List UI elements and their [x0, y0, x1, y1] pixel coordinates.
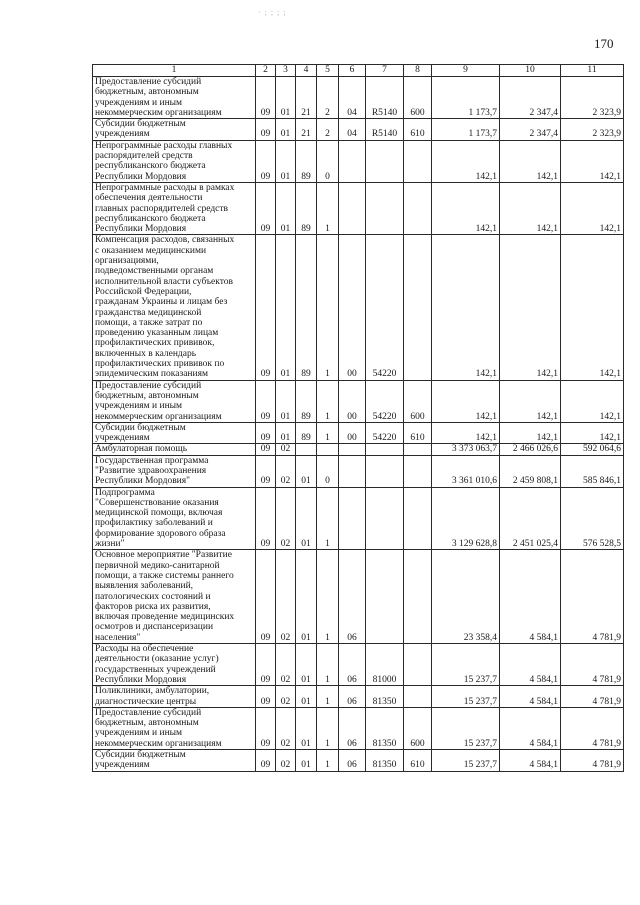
- amount-cell: 142,1: [500, 235, 561, 380]
- amount-cell: 1 173,7: [432, 119, 500, 141]
- code-cell: [366, 487, 404, 550]
- code-cell: 81000: [366, 644, 404, 686]
- amount-cell: 4 584,1: [500, 686, 561, 708]
- amount-cell: 15 237,7: [432, 686, 500, 708]
- code-cell: [404, 444, 432, 455]
- amount-cell: 4 781,9: [561, 644, 624, 686]
- row-name-cell: Основное мероприятие "Развитие первичной медико-санитарной помощи, а также системы раннего выявления заболеваний, патологических состояний и факторов риска их развития, включая проведение медицинских осмотров и диспансеризации населения": [93, 550, 256, 644]
- amount-cell: 23 358,4: [432, 550, 500, 644]
- amount-cell: 2 323,9: [561, 77, 624, 119]
- amount-cell: 142,1: [432, 235, 500, 380]
- code-cell: 610: [404, 422, 432, 444]
- code-cell: 1: [317, 422, 339, 444]
- row-name-cell: Амбулаторная помощь: [93, 444, 256, 455]
- table-row: [93, 235, 624, 380]
- row-name-cell: Подпрограмма "Совершенствование оказания медицинской помощи, включая профилактику заболеваний и формирование здорового образа жизни": [93, 487, 256, 550]
- code-cell: [317, 444, 339, 455]
- code-cell: 06: [339, 550, 366, 644]
- code-cell: 09: [256, 380, 276, 422]
- amount-cell: 142,1: [432, 140, 500, 182]
- scan-mark: · ; ; ; ;: [258, 8, 287, 17]
- code-cell: 1: [317, 550, 339, 644]
- header-cell: 6: [339, 65, 366, 77]
- code-cell: 1: [317, 750, 339, 772]
- row-name-cell: Компенсация расходов, связанных с оказанием медицинскими организациями, подведомственными органам исполнительной власти субъектов Российской Федерации, гражданам Украины и лицам без гражданства медицинской помощи, а также затрат по проведению указанным лицам профилактических прививок, включенных в календарь профилактических прививок по эпидемическим показаниям: [93, 235, 256, 380]
- code-cell: 09: [256, 119, 276, 141]
- code-cell: 02: [276, 686, 296, 708]
- code-cell: 610: [404, 119, 432, 141]
- amount-cell: 142,1: [561, 422, 624, 444]
- code-cell: 54220: [366, 235, 404, 380]
- header-cell: 5: [317, 65, 339, 77]
- code-cell: 02: [276, 750, 296, 772]
- code-cell: [339, 140, 366, 182]
- code-cell: 1: [317, 235, 339, 380]
- amount-cell: 4 584,1: [500, 707, 561, 749]
- amount-cell: 142,1: [561, 235, 624, 380]
- amount-cell: 3 373 063,7: [432, 444, 500, 455]
- page-number: 170: [594, 36, 614, 51]
- amount-cell: 4 781,9: [561, 550, 624, 644]
- amount-cell: 4 584,1: [500, 750, 561, 772]
- code-cell: 54220: [366, 380, 404, 422]
- header-cell: 3: [276, 65, 296, 77]
- amount-cell: 142,1: [500, 422, 561, 444]
- row-name-cell: Субсидии бюджетным учреждениям: [93, 750, 256, 772]
- amount-cell: 4 584,1: [500, 550, 561, 644]
- table-row: [93, 182, 624, 234]
- amount-cell: 4 781,9: [561, 707, 624, 749]
- amount-cell: 4 781,9: [561, 750, 624, 772]
- amount-cell: 142,1: [500, 380, 561, 422]
- amount-cell: 15 237,7: [432, 750, 500, 772]
- code-cell: 1: [317, 182, 339, 234]
- code-cell: 02: [276, 487, 296, 550]
- code-cell: 01: [296, 644, 317, 686]
- code-cell: 04: [339, 77, 366, 119]
- code-cell: R5140: [366, 77, 404, 119]
- table-row: [93, 707, 624, 749]
- code-cell: 89: [296, 182, 317, 234]
- code-cell: 2: [317, 119, 339, 141]
- amount-cell: 142,1: [561, 182, 624, 234]
- code-cell: 02: [276, 644, 296, 686]
- code-cell: 89: [296, 235, 317, 380]
- code-cell: [404, 140, 432, 182]
- header-cell: 9: [432, 65, 500, 77]
- amount-cell: 3 129 628,8: [432, 487, 500, 550]
- code-cell: [339, 444, 366, 455]
- amount-cell: 15 237,7: [432, 644, 500, 686]
- code-cell: 21: [296, 119, 317, 141]
- table-row: [93, 77, 624, 119]
- code-cell: 09: [256, 182, 276, 234]
- code-cell: [366, 140, 404, 182]
- code-cell: [404, 455, 432, 487]
- header-cell: 2: [256, 65, 276, 77]
- code-cell: 01: [296, 750, 317, 772]
- code-cell: 600: [404, 77, 432, 119]
- header-row: [93, 65, 624, 77]
- code-cell: 89: [296, 380, 317, 422]
- table-row: [93, 380, 624, 422]
- code-cell: 00: [339, 380, 366, 422]
- amount-cell: 592 064,6: [561, 444, 624, 455]
- code-cell: [366, 550, 404, 644]
- code-cell: 00: [339, 235, 366, 380]
- amount-cell: 2 459 808,1: [500, 455, 561, 487]
- amount-cell: 4 584,1: [500, 644, 561, 686]
- code-cell: 1: [317, 686, 339, 708]
- code-cell: 09: [256, 455, 276, 487]
- code-cell: 06: [339, 750, 366, 772]
- code-cell: [366, 455, 404, 487]
- code-cell: [366, 182, 404, 234]
- amount-cell: 142,1: [500, 140, 561, 182]
- code-cell: 09: [256, 550, 276, 644]
- code-cell: 01: [276, 119, 296, 141]
- amount-cell: 15 237,7: [432, 707, 500, 749]
- table-row: [93, 444, 624, 455]
- code-cell: [404, 550, 432, 644]
- budget-table: [92, 64, 624, 772]
- code-cell: 09: [256, 750, 276, 772]
- table-row: [93, 422, 624, 444]
- row-name-cell: Непрограммные расходы в рамках обеспечения деятельности главных распорядителей средств республиканского бюджета Республики Мордовия: [93, 182, 256, 234]
- code-cell: 89: [296, 422, 317, 444]
- code-cell: 1: [317, 487, 339, 550]
- code-cell: [404, 235, 432, 380]
- code-cell: [339, 487, 366, 550]
- amount-cell: 142,1: [561, 380, 624, 422]
- amount-cell: 142,1: [432, 380, 500, 422]
- code-cell: 0: [317, 140, 339, 182]
- amount-cell: 4 781,9: [561, 686, 624, 708]
- amount-cell: 2 466 026,6: [500, 444, 561, 455]
- code-cell: 1: [317, 707, 339, 749]
- amount-cell: 2 347,4: [500, 119, 561, 141]
- amount-cell: 2 451 025,4: [500, 487, 561, 550]
- code-cell: [339, 182, 366, 234]
- code-cell: 600: [404, 380, 432, 422]
- code-cell: 06: [339, 644, 366, 686]
- row-name-cell: Субсидии бюджетным учреждениям: [93, 422, 256, 444]
- code-cell: R5140: [366, 119, 404, 141]
- code-cell: 610: [404, 750, 432, 772]
- code-cell: 02: [276, 550, 296, 644]
- table-row: [93, 487, 624, 550]
- code-cell: 09: [256, 644, 276, 686]
- code-cell: 01: [276, 235, 296, 380]
- code-cell: 01: [276, 422, 296, 444]
- table-row: [93, 140, 624, 182]
- header-cell: 1: [93, 65, 256, 77]
- amount-cell: 1 173,7: [432, 77, 500, 119]
- code-cell: 04: [339, 119, 366, 141]
- code-cell: 00: [339, 422, 366, 444]
- code-cell: 01: [276, 77, 296, 119]
- code-cell: 02: [276, 455, 296, 487]
- amount-cell: 142,1: [500, 182, 561, 234]
- code-cell: 09: [256, 235, 276, 380]
- code-cell: 1: [317, 644, 339, 686]
- code-cell: 01: [296, 686, 317, 708]
- code-cell: [366, 444, 404, 455]
- row-name-cell: Непрограммные расходы главных распорядителей средств республиканского бюджета Республики Мордовия: [93, 140, 256, 182]
- code-cell: 2: [317, 77, 339, 119]
- code-cell: 02: [276, 707, 296, 749]
- code-cell: 01: [276, 140, 296, 182]
- code-cell: 09: [256, 140, 276, 182]
- amount-cell: 142,1: [432, 422, 500, 444]
- code-cell: [404, 644, 432, 686]
- code-cell: [404, 686, 432, 708]
- amount-cell: 585 846,1: [561, 455, 624, 487]
- row-name-cell: Предоставление субсидий бюджетным, автономным учреждениям и иным некоммерческим организациям: [93, 380, 256, 422]
- amount-cell: 2 347,4: [500, 77, 561, 119]
- code-cell: [404, 182, 432, 234]
- row-name-cell: Субсидии бюджетным учреждениям: [93, 119, 256, 141]
- code-cell: 81350: [366, 686, 404, 708]
- row-name-cell: Расходы на обеспечение деятельности (оказание услуг) государственных учреждений Республики Мордовия: [93, 644, 256, 686]
- code-cell: 1: [317, 380, 339, 422]
- code-cell: [296, 444, 317, 455]
- code-cell: 01: [296, 707, 317, 749]
- table-row: [93, 455, 624, 487]
- table-row: [93, 644, 624, 686]
- code-cell: 01: [276, 182, 296, 234]
- code-cell: 01: [296, 455, 317, 487]
- table-body: [93, 77, 624, 772]
- code-cell: 89: [296, 140, 317, 182]
- table-row: [93, 750, 624, 772]
- code-cell: 54220: [366, 422, 404, 444]
- table-row: [93, 119, 624, 141]
- code-cell: 0: [317, 455, 339, 487]
- code-cell: [339, 455, 366, 487]
- header-cell: 7: [366, 65, 404, 77]
- amount-cell: 142,1: [432, 182, 500, 234]
- code-cell: 09: [256, 487, 276, 550]
- code-cell: 01: [296, 487, 317, 550]
- header-cell: 8: [404, 65, 432, 77]
- row-name-cell: Поликлиники, амбулатории, диагностические центры: [93, 686, 256, 708]
- amount-cell: 142,1: [561, 140, 624, 182]
- code-cell: 09: [256, 686, 276, 708]
- code-cell: 06: [339, 707, 366, 749]
- row-name-cell: Предоставление субсидий бюджетным, автономным учреждениям и иным некоммерческим организациям: [93, 77, 256, 119]
- code-cell: 01: [276, 380, 296, 422]
- code-cell: 09: [256, 444, 276, 455]
- code-cell: 21: [296, 77, 317, 119]
- amount-cell: 2 323,9: [561, 119, 624, 141]
- code-cell: 01: [296, 550, 317, 644]
- table-row: [93, 550, 624, 644]
- code-cell: 09: [256, 77, 276, 119]
- code-cell: 81350: [366, 707, 404, 749]
- amount-cell: 576 528,5: [561, 487, 624, 550]
- row-name-cell: Государственная программа "Развитие здравоохранения Республики Мордовия": [93, 455, 256, 487]
- header-cell: 10: [500, 65, 561, 77]
- header-cell: 4: [296, 65, 317, 77]
- code-cell: 81350: [366, 750, 404, 772]
- code-cell: 06: [339, 686, 366, 708]
- code-cell: 02: [276, 444, 296, 455]
- table-row: [93, 686, 624, 708]
- code-cell: 09: [256, 422, 276, 444]
- code-cell: 09: [256, 707, 276, 749]
- code-cell: 600: [404, 707, 432, 749]
- header-cell: 11: [561, 65, 624, 77]
- amount-cell: 3 361 010,6: [432, 455, 500, 487]
- code-cell: [404, 487, 432, 550]
- row-name-cell: Предоставление субсидий бюджетным, автономным учреждениям и иным некоммерческим организациям: [93, 707, 256, 749]
